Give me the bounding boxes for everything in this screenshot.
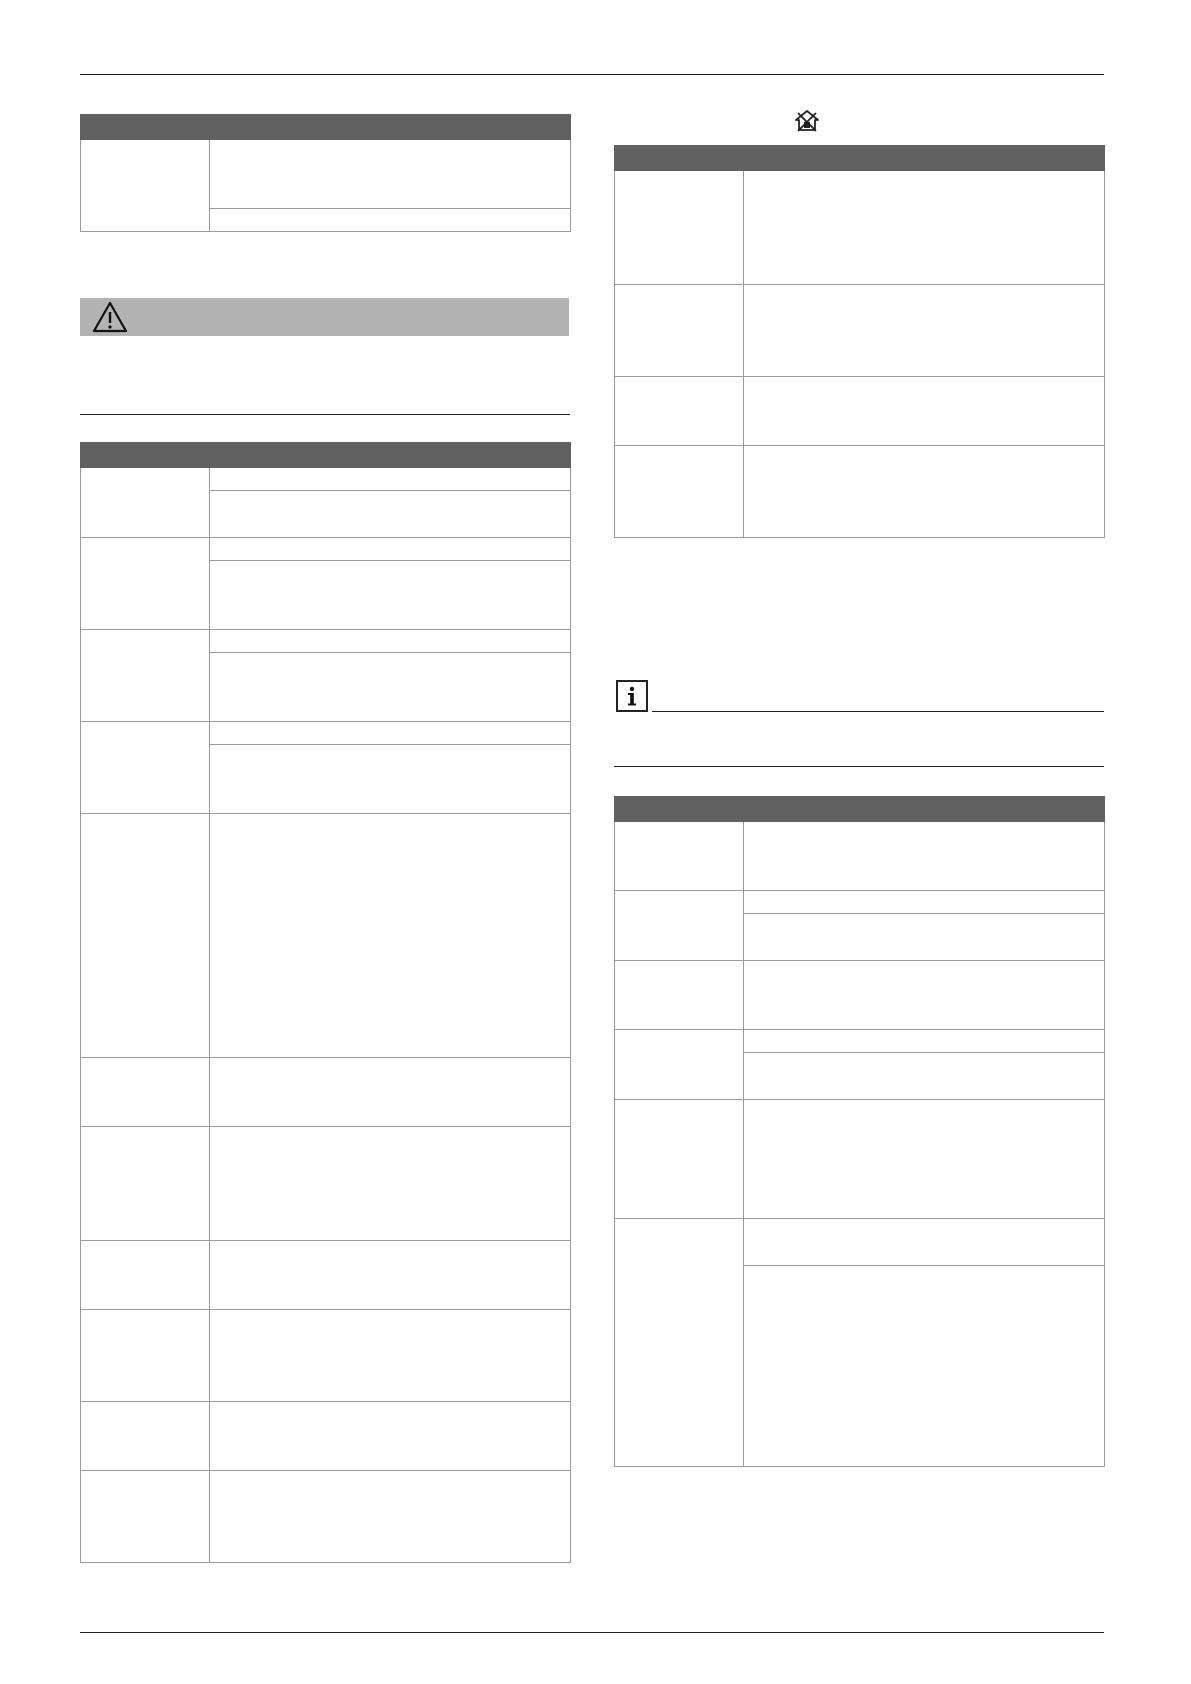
table-row: [81, 1127, 571, 1241]
table-row: [81, 1402, 571, 1471]
table-header-menu-item: [615, 797, 744, 822]
table-row: [615, 285, 1105, 377]
table-header-menu-item: [81, 115, 210, 140]
table-row: [81, 1058, 571, 1127]
table-row: [81, 140, 571, 209]
table-row: [615, 446, 1105, 538]
table-row: [81, 538, 571, 561]
table-row: [615, 171, 1105, 285]
settings-table-3: [614, 145, 1105, 538]
service-menu-icon: [794, 110, 820, 134]
table-row: [81, 630, 571, 653]
table-row: [81, 1241, 571, 1310]
settings-table-2: [80, 442, 571, 1563]
table-header-setting-range: [744, 797, 1105, 822]
table-row: [81, 1310, 571, 1402]
warning-triangle-icon: [92, 301, 128, 333]
table-row: [81, 1471, 571, 1563]
table-header-menu-item: [81, 443, 210, 468]
settings-table-4: [614, 796, 1105, 1467]
header-rule: [80, 74, 1104, 75]
table-row: [81, 468, 571, 491]
table-header-menu-item: [615, 146, 744, 171]
table-row: [81, 722, 571, 745]
table-row: [81, 814, 571, 1058]
table-header-setting-range: [210, 115, 571, 140]
table-row: [615, 961, 1105, 1030]
info-icon: [616, 680, 648, 712]
section-rule: [614, 766, 1104, 767]
table-row: [615, 1100, 1105, 1219]
section-rule: [80, 414, 570, 415]
footer-rule: [80, 1632, 1104, 1633]
table-header-setting-range: [744, 146, 1105, 171]
table-header-setting-range: [210, 443, 571, 468]
table-row: [615, 891, 1105, 914]
info-rule: [652, 711, 1104, 712]
table-row: [615, 377, 1105, 446]
table-row: [615, 822, 1105, 891]
table-row: [615, 1030, 1105, 1053]
warning-bar: [80, 298, 569, 336]
table-row: [615, 1219, 1105, 1266]
settings-table-1: [80, 114, 571, 232]
